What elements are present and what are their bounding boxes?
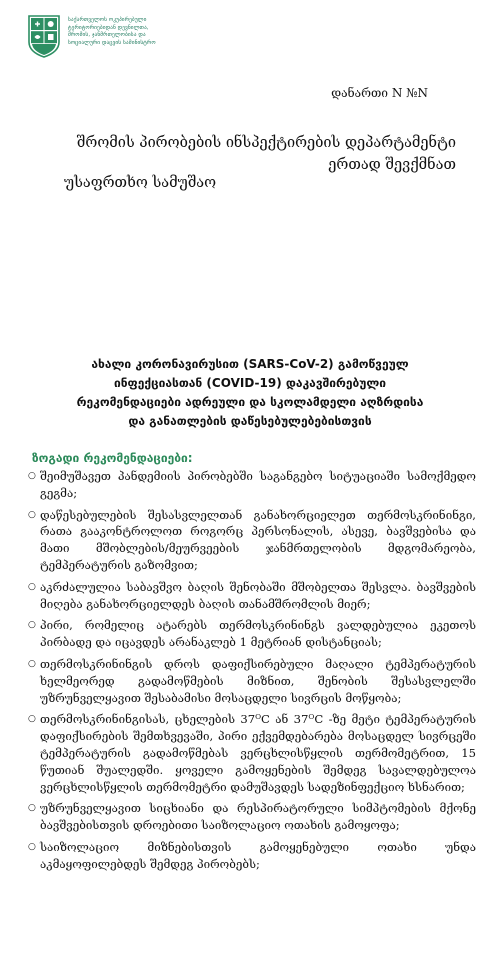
- list-item-text: პირი, რომელიც ატარებს თერმოსკრინინგს ვალდებულია ეკეთოს პირბადე და იცავდეს არანაკლებ 1 მეტრიან დისტანციას;: [40, 618, 476, 650]
- bullet-icon: ○: [28, 658, 36, 669]
- logo-text-line: სოციალური დაცვის სამინისტრო: [68, 39, 156, 46]
- list-item-text: აკრძალულია საბავშვო ბაღის შენობაში მშობელთა შესვლა. ბავშვების მიღება განახორციელდეს ბაღის თანამშრომლის მიერ;: [40, 579, 476, 611]
- logo-text-line: ტერიტორიებიდან დევნილთა,: [68, 24, 149, 31]
- page-bottom-edge: [0, 955, 500, 960]
- bullet-icon: ○: [28, 620, 36, 631]
- title-line: ახალი კორონავირუსით (SARS-CoV-2) გამოწვეულ: [91, 357, 409, 371]
- annex-label: დანართი N №N: [331, 86, 428, 100]
- department-name: შრომის პირობების ინსპექტირების დეპარტამენტი: [76, 135, 456, 151]
- bullet-icon: ○: [28, 803, 36, 814]
- recommendations-list: [28, 468, 476, 878]
- bullet-icon: ○: [28, 509, 36, 520]
- ministry-logo-icon: [27, 14, 61, 58]
- list-item: [28, 579, 476, 613]
- list-item: [28, 468, 476, 502]
- list-item: [28, 617, 476, 651]
- title-line: რეკომენდაციები ადრეული და სკოლამდელი აღზრდისა: [76, 395, 424, 409]
- list-item-text: დაწესებულების შესასვლელთან განახორციელეთ თერმოსკრინინგი, რათა გააკონტროლოთ როგორც პერსონალის, ასევე, ბავშვებისა და მათი მშობლების/მეურვეების ჯანმრთელობის მდგომარეობა, ტემპერატურის გაზომვით;: [40, 507, 476, 572]
- slogan-line: ერთად შევქმნათ: [328, 157, 456, 173]
- list-item: [28, 711, 476, 795]
- slogan-subline: უსაფრთხო სამუშაო: [64, 175, 217, 191]
- bullet-icon: ○: [28, 841, 36, 852]
- list-item-text: საიზოლაციო მიზნებისთვის გამოყენებული ოთახი უნდა აკმაყოფილებდეს შემდეგ პირობებს;: [40, 839, 476, 871]
- list-item-text: თერმოსკრინინგის დროს დაფიქსირებული მაღალი ტემპერატურის ხელმეორედ გადამოწმების მიზნით, შენობის შესასვლელში უზრუნველყავით შესაბამისი მოსაცდელი სივრცის მოწყობა;: [40, 656, 476, 705]
- department-header: [0, 132, 456, 176]
- bullet-icon: ○: [28, 471, 36, 481]
- list-item-text: თერმოსკრინინგისას, ცხელების 37ᴼC ან 37ᴼC -ზე მეტი ტემპერატურის დაფიქსირების შემთხვევაში, პირი ექვემდებარება მოსაცდელ სივრცეში ტემპერატურის გადამოწმებას ვერცხლისწყლის თერმომეტრით, 15 წუთიან შუალედში. ყოველი გამოყენების შემდეგ სავალდებულოა ვერცხლისწყლის თერმომეტრი დამუშავდეს სადეზინფექციო ხსნარით;: [40, 712, 476, 794]
- title-line: და განათლების დაწესებულებებისთვის: [128, 414, 372, 428]
- ministry-name: [68, 17, 208, 47]
- document-title: [0, 355, 500, 431]
- section-heading: ზოგადი რეკომენდაციები:: [32, 451, 193, 465]
- list-item-text: შეიმუშავეთ პანდემიის პირობებში საგანგებო სიტუაციაში სამოქმედო გეგმა;: [40, 469, 476, 500]
- list-item: [28, 656, 476, 706]
- list-item: [28, 839, 476, 873]
- list-item: [28, 507, 476, 574]
- bullet-icon: ○: [28, 714, 36, 725]
- list-item-text: უზრუნველყავით სიცხიანი და რესპირატორული სიმპტომების მქონე ბავშვებისთვის დროებითი საიზოლაციო ოთახის გამოყოფა;: [40, 801, 476, 833]
- title-line: ინფექციასთან (COVID-19) დაკავშირებული: [113, 376, 387, 390]
- bullet-icon: ○: [28, 581, 36, 592]
- list-item: [28, 800, 476, 834]
- logo-text-line: საქართველოს ოკუპირებული: [68, 17, 147, 23]
- logo-text-line: შრომის, ჯანმრთელობისა და: [68, 32, 146, 39]
